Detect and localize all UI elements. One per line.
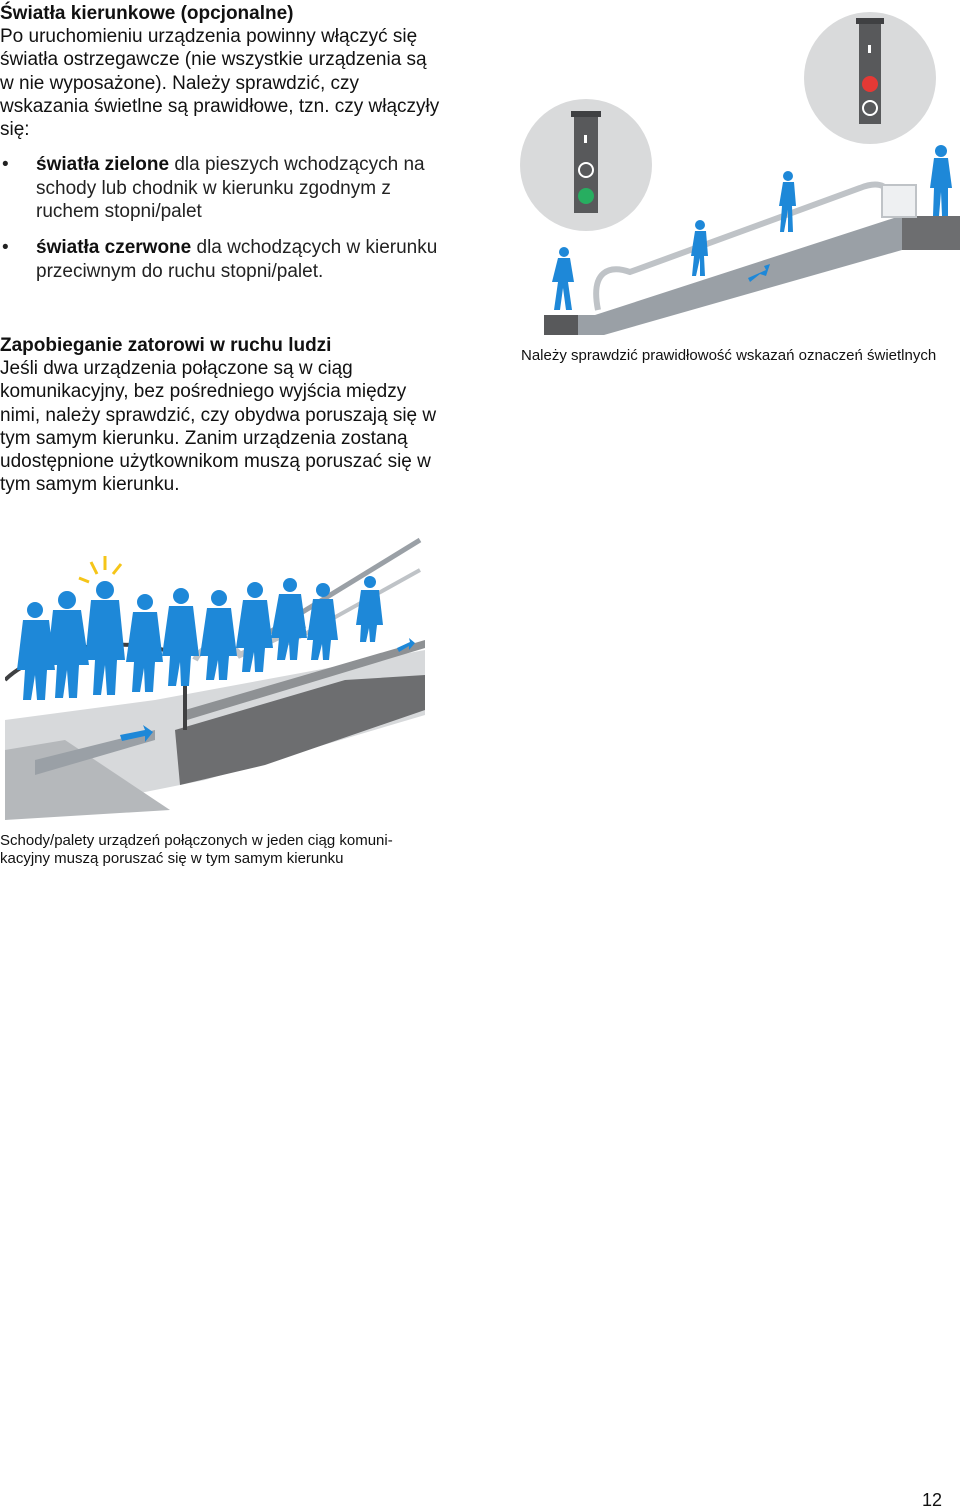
warning-icon <box>79 556 121 582</box>
lights-list <box>0 153 440 282</box>
section-congestion <box>0 334 440 497</box>
figure-caption-congestion: Schody/palety urządzeń połączonych w jeden ciąg komuni-kacyjny muszą poruszać się w tym samym kierunku <box>0 832 393 867</box>
page-number: 12 <box>922 1490 943 1510</box>
person-5 <box>162 588 199 686</box>
connected-escalators-illustration <box>5 530 425 825</box>
section-heading-lights: Światła kierunkowe (opcjonalne) <box>0 3 294 24</box>
escalator-signal-illustration <box>520 10 960 340</box>
person-7 <box>236 582 273 672</box>
list-item-green: • światła zielone dla pieszych wchodzących na schody lub chodnik w kierunku zgodnym z ruchem stopni/palet <box>2 154 425 223</box>
section-directional-lights <box>0 2 440 296</box>
bullet-icon: • <box>2 237 9 259</box>
person-top <box>930 145 952 216</box>
person-3 <box>85 581 125 695</box>
figure-caption-lights: Należy sprawdzić prawidłowość wskazań oznaczeń świetlnych <box>521 347 937 364</box>
red-signal-callout <box>804 12 936 144</box>
person-10 <box>356 576 383 642</box>
bullet-icon: • <box>2 154 9 176</box>
person-bottom <box>552 247 574 310</box>
section-heading-congestion: Zapobieganie zatorowi w ruchu ludzi <box>0 335 332 356</box>
person-6 <box>200 590 237 680</box>
list-item-red: • światła czerwone dla wchodzących w kierunku przeciwnym do ruchu stopni/palet. <box>2 237 438 282</box>
person-upper <box>779 171 796 232</box>
person-middle <box>691 220 708 276</box>
congestion-paragraph: Jeśli dwa urządzenia połączone są w ciąg komunikacyjny, bez pośredniego wyjścia między nimi, należy sprawdzić, czy obydwa poruszają się w tym samym kierunku. Zanim urządzenia zostaną udostępnione użytkownikom muszą poruszać się w tym samym kierunku. <box>0 358 437 496</box>
intro-paragraph: Po uruchomieniu urządzenia powinny włączyć się światła ostrzegawcze (nie wszystkie urządzenia są w nie wyposażone). Należy sprawdzić, czy wskazania świetlne są prawidłowe, tzn. czy włączyły się: <box>0 26 440 141</box>
person-8 <box>271 578 307 660</box>
person-2 <box>47 591 89 698</box>
person-4 <box>126 594 163 692</box>
green-signal-callout <box>520 99 652 231</box>
